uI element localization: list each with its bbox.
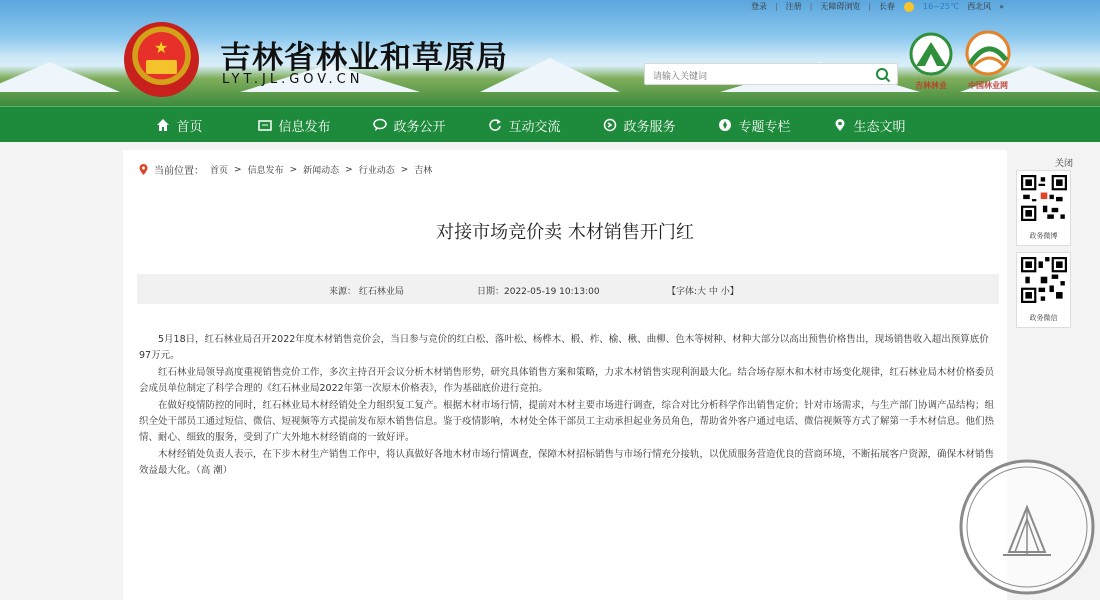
nav-item-interaction[interactable] <box>467 107 582 143</box>
nav-label: 生态文明 <box>853 119 906 135</box>
national-emblem-logo <box>124 22 199 97</box>
sun-icon <box>903 1 915 13</box>
separator: | <box>809 2 813 11</box>
wechat-qr-card[interactable] <box>1016 252 1071 328</box>
article-meta-bar <box>137 274 999 304</box>
article-paragraph: 在做好疫情防控的同时，红石林业局木材经销处全力组织复工复产。根据木材市场行情，提前对木材主要市场进行调查，综合对比分析科学作出销售定价；针对市场需求，与生产部门协调产品结构；组织全处干部员工通过短信、微信、短视频等方式提前发布原木销售信息。鉴于疫情影响，木材处全体干部员工主动承担起业务员角色，帮助省外客户通过电话、微信视频等方式了解第一手木材信息。他们热情、耐心、细致的服务，受到了广大外地木材经销商的一致好评。 <box>139 399 995 444</box>
article-paragraph: 木材经销处负责人表示，在下步木材生产销售工作中，将认真做好各地木材市场行情调查，保障木材招标销售与市场行情充分接轨，以优质服务营造优良的营商环境，不断拓展客户资源，确保木材销售效益最大化。（高 潮） <box>139 448 995 477</box>
top-utility-bar <box>0 0 1100 14</box>
breadcrumb-link-info-release[interactable]: 信息发布 <box>247 166 284 176</box>
forestry-net-icon <box>960 30 1016 76</box>
article-paragraph: 5月18日，红石林业局召开2022年度木材销售竞价会，当日参与竞价的红白松、落叶松、杨桦木、椴、柞、榆、楸、曲柳、色木等树种、材种大部分以高出预售价格售出，现场销售收入超出预算底价97万元。 <box>139 334 989 362</box>
article-source: 来源： 红石林业局 <box>329 287 404 297</box>
search-box <box>644 63 898 85</box>
weather-city: 长春 <box>879 2 896 11</box>
breadcrumb-separator: > <box>345 164 353 175</box>
register-link[interactable]: 注册 <box>785 2 802 11</box>
nav-item-eco-civilization[interactable] <box>812 107 927 143</box>
nav-item-gov-affairs-open[interactable] <box>352 107 467 143</box>
nav-item-info-release[interactable] <box>237 107 352 143</box>
breadcrumb-separator: > <box>289 164 298 175</box>
compass-icon <box>718 118 732 132</box>
qr-caption: 政务微信 <box>1029 314 1058 322</box>
separator: | <box>774 2 778 11</box>
article-body <box>139 332 995 480</box>
breadcrumb-link-jilin[interactable]: 吉林 <box>414 166 433 176</box>
nav-item-home[interactable] <box>122 107 237 143</box>
forestry-mountain-icon <box>906 32 956 76</box>
nav-item-special-topics[interactable] <box>697 107 812 143</box>
nav-label: 专题专栏 <box>738 119 791 135</box>
service-icon <box>603 118 617 132</box>
hongshi-forestry-seal <box>957 457 1097 597</box>
china-forestry-net-logo[interactable] <box>960 30 1016 90</box>
separator: | <box>868 2 872 11</box>
breadcrumb-link-news[interactable]: 新闻动态 <box>303 166 340 176</box>
qr-caption: 政务微博 <box>1029 232 1058 240</box>
nav-label: 政务公开 <box>393 119 446 135</box>
nav-label: 政务服务 <box>623 119 676 135</box>
location-pin-icon <box>833 118 847 132</box>
weather-wind: 西北风 <box>967 2 992 11</box>
accessible-browsing-link[interactable]: 无障碍浏览 <box>820 2 861 11</box>
logo-caption: 中国林业网 <box>968 81 1008 90</box>
article-title: 对接市场竞价卖 木材销售开门红 <box>436 222 694 243</box>
chat-icon <box>373 118 387 132</box>
close-button[interactable]: 关闭 <box>1054 159 1073 169</box>
logo-caption: 吉林林业 <box>915 81 947 90</box>
qr-code-icon <box>1021 257 1067 303</box>
star-icon: ★ <box>154 38 169 57</box>
article-paragraph: 红石林业局领导高度重视销售竞价工作，多次主持召开会议分析木材销售形势，研究具体销售方案和策略，力求木材销售实现利润最大化。结合场存原木和木材市场变化规律，红石林业局木材价格委员会成员单位制定了科学合理的《红石林业局2022年第一次原木价格表》，作为基础底价进行竞拍。 <box>139 366 995 395</box>
folder-icon <box>258 118 272 132</box>
chevron-right-icon[interactable]: » <box>999 2 1004 11</box>
location-pin-icon <box>139 164 148 175</box>
breadcrumb-separator: > <box>234 164 242 175</box>
breadcrumb-link-home[interactable]: 首页 <box>210 166 229 176</box>
site-domain: LYT.JL.GOV.CN <box>222 72 364 87</box>
breadcrumb <box>139 162 432 177</box>
site-title: 吉林省林业和草原局 <box>220 40 508 76</box>
nav-label: 首页 <box>176 119 203 135</box>
site-header <box>0 0 1100 106</box>
weather-temperature: 16~25℃ <box>923 2 960 11</box>
mountain-decoration <box>0 62 120 92</box>
qr-code-icon <box>1021 175 1067 221</box>
search-icon[interactable] <box>875 67 891 83</box>
nav-label: 信息发布 <box>278 119 331 135</box>
refresh-icon <box>488 118 502 132</box>
login-link[interactable]: 登录 <box>750 2 767 11</box>
weibo-qr-card[interactable] <box>1016 170 1071 246</box>
font-size-control[interactable]: 【字体:大 中 小】 <box>667 287 739 297</box>
home-icon <box>156 118 170 132</box>
breadcrumb-separator: > <box>400 164 409 175</box>
tiananmen-gate-icon <box>146 60 177 74</box>
nav-label: 互动交流 <box>508 119 561 135</box>
search-input[interactable] <box>645 67 865 87</box>
article-date: 日期：2022-05-19 10:13:00 <box>477 287 600 297</box>
nav-item-gov-services[interactable] <box>582 107 697 143</box>
breadcrumb-label: 当前位置： <box>154 166 204 177</box>
breadcrumb-link-industry[interactable]: 行业动态 <box>358 166 395 176</box>
main-nav <box>0 106 1100 142</box>
article-panel <box>123 150 1007 600</box>
jilin-forestry-logo[interactable] <box>906 32 956 90</box>
